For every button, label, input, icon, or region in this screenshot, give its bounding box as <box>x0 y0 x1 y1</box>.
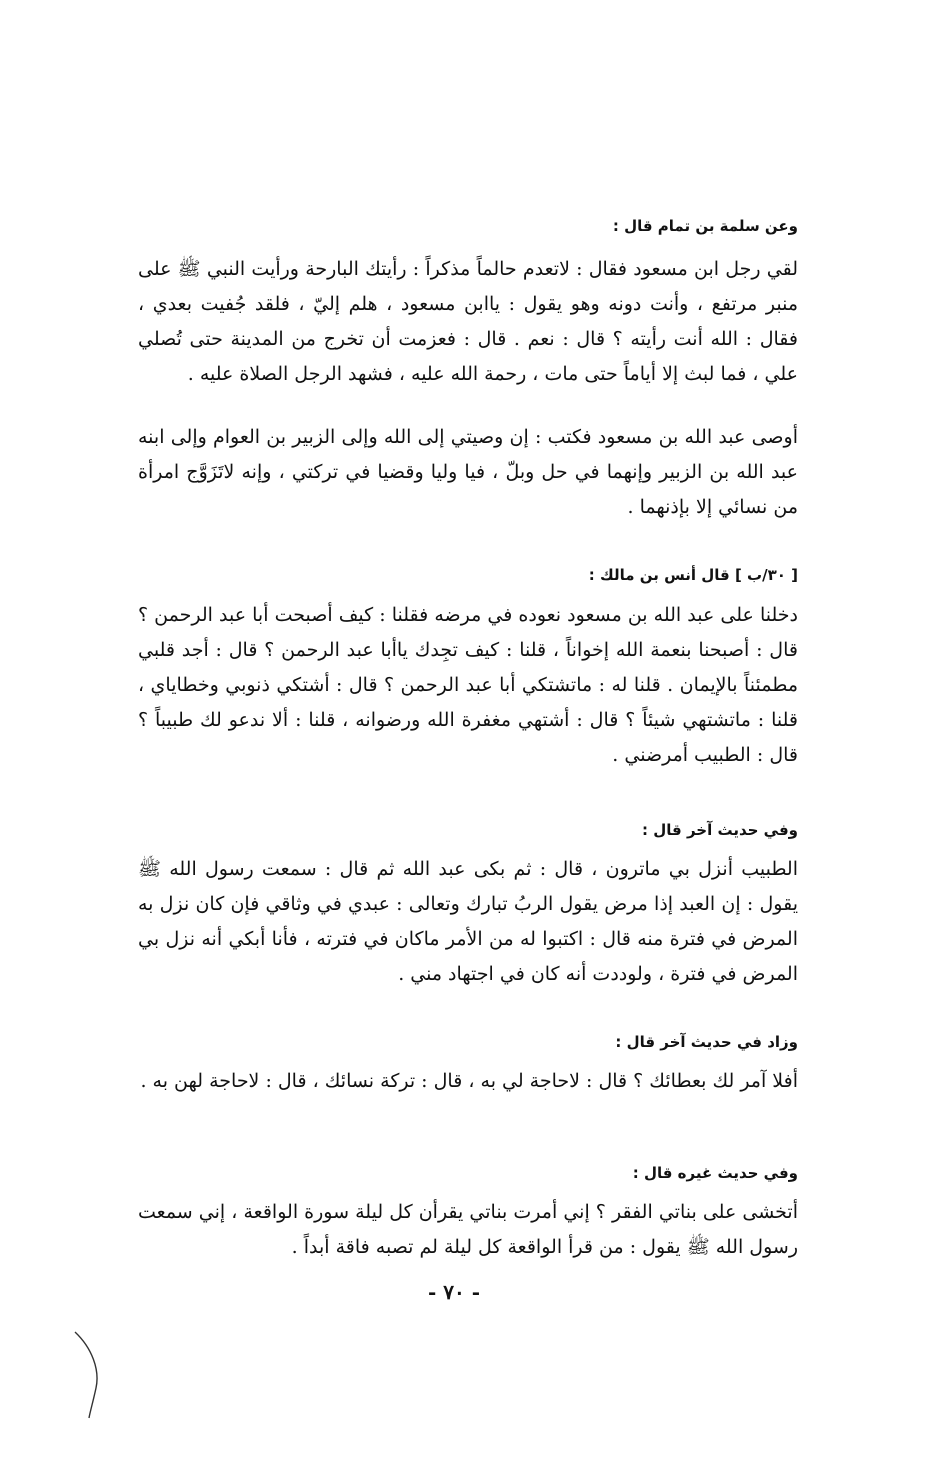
page-number: - ٧٠ - <box>427 1280 480 1304</box>
margin-curve-mark <box>70 1330 110 1420</box>
section-heading-5: وزاد في حديث آخر قال : <box>615 1033 798 1051</box>
paragraph-3: دخلنا على عبد الله بن مسعود نعوده في مرضه فقلنا : كيف أصبحت أبا عبد الرحمن ؟ قال : أصبحنا بنعمة الله إخواناً ، قلنا : كيف تجِدك ياأبا عبد الرحمن ؟ قال : أجد قلبي مطمئناً بالإيمان . قلنا له : ماتشتكي أبا عبد الرحمن ؟ قال : أشتكي ذنوبي وخطاياي ، قلنا : ماتشتهي شيئاً ؟ قال : أشتهي مغفرة الله ورضوانه ، قلنا : ألا ندعو لك طبيباً ؟ قال : الطبيب أمرضني . <box>138 604 798 766</box>
paragraph-5: أفلا آمر لك بعطائك ؟ قال : لاحاجة لي به ، قال : تركة نسائك ، قال : لاحاجة لهن به . <box>140 1070 798 1092</box>
paragraph-4: الطبيب أنزل بي ماترون ، قال : ثم بكى عبد الله ثم قال : سمعت رسول الله ﷺ يقول : إن العبد إذا مرض يقول الربُ تبارك وتعالى : عبدي في وثاقي فإن كان نزل به المرض في فترة منه قال : اكتبوا له من الأمر ماكان في فترته ، فأنا أبكي أنه نزل بي المرض في فترة ، ولوددت أنه كان في اجتهاد مني . <box>138 858 798 985</box>
section-heading-6: وفي حديث غيره قال : <box>632 1164 798 1182</box>
paragraph-6: أتخشى على بناتي الفقر ؟ إني أمرت بناتي يقرأن كل ليلة سورة الواقعة ، إني سمعت رسول الله ﷺ يقول : من قرأ الواقعة كل ليلة لم تصبه فاقة أبداً . <box>138 1201 798 1258</box>
section-heading-3: [ ٣٠/ب ] قال أنس بن مالك : <box>588 566 798 584</box>
section-heading-1: وعن سلمة بن تمام قال : <box>612 217 798 235</box>
section-heading-4: وفي حديث آخر قال : <box>642 821 798 839</box>
paragraph-1: لقي رجل ابن مسعود فقال : لاتعدم حالماً مذكراً : رأيتك البارحة ورأيت النبي ﷺ على منبر مرتفع ، وأنت دونه وهو يقول : ياابن مسعود ، هلم إليّ ، فلقد جُفيت بعدي ، فقال : الله أنت رأيته ؟ قال : نعم . قال : فعزمت أن تخرج من المدينة حتى تُصلي علي ، فما لبث إلا أياماً حتى مات ، رحمة الله عليه ، فشهد الرجل الصلاة عليه . <box>138 258 798 385</box>
paragraph-2: أوصى عبد الله بن مسعود فكتب : إن وصيتي إلى الله وإلى الزبير بن العوام وإلى ابنه عبد الله بن الزبير وإنهما في حل وبلّ ، فيا وليا وقضيا في تركتي ، وإنه لاتَزَوَّج امرأة من نسائي إلا بإذنهما . <box>138 426 798 518</box>
